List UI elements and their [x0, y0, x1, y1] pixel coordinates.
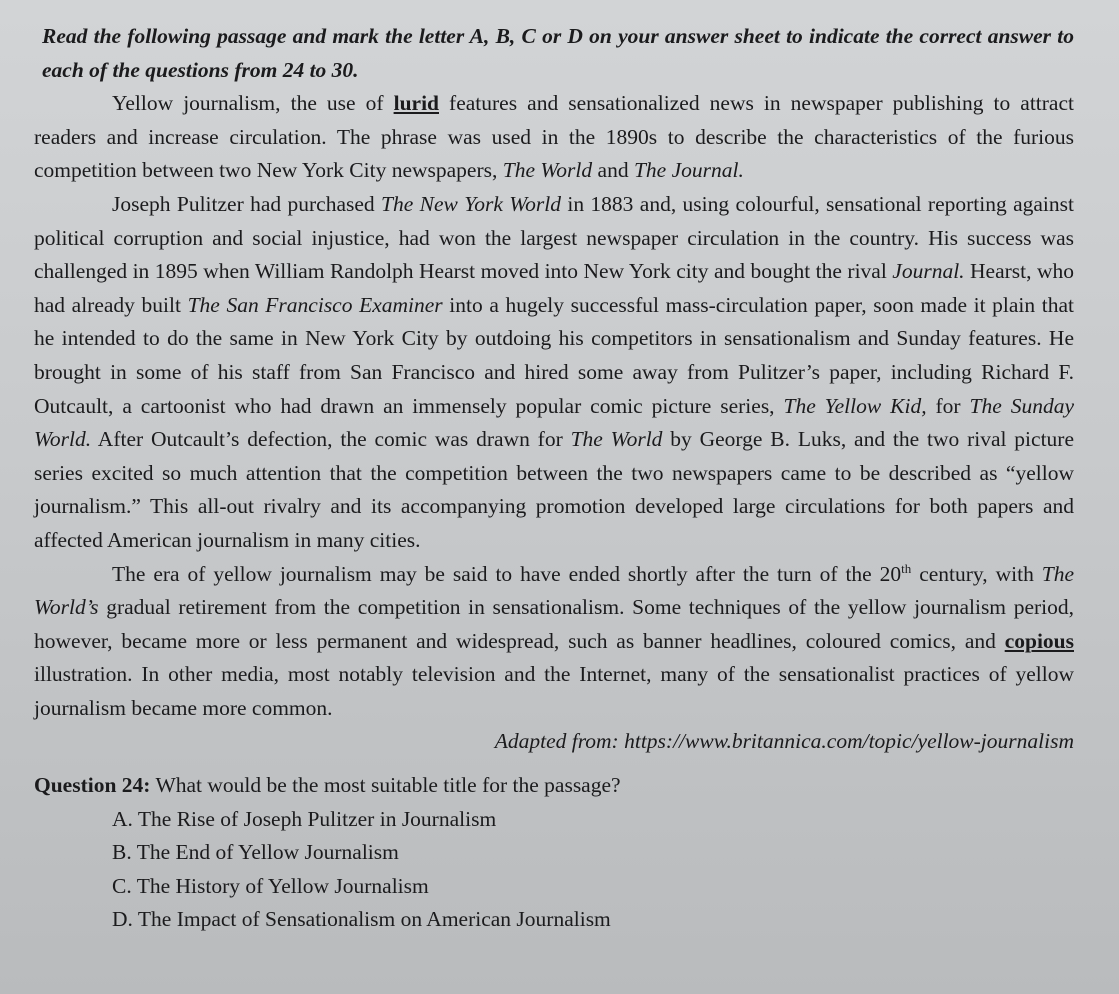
p2-text-g: by George B. Luks, and the two rival picture series excited so much attention that the competition between the two newspapers came to be described as “yellow journalism.” This all-out rivalry and its accompanying promotion developed large circulations for both papers and affected American journalism in many cities.	[34, 427, 1074, 552]
option-d: D. The Impact of Sensationalism on American Journalism	[112, 907, 611, 932]
answer-options	[34, 803, 1074, 937]
p1-text-c: and	[592, 158, 634, 183]
p2-text-a: Joseph Pulitzer had purchased	[112, 191, 382, 216]
question-24	[34, 769, 1074, 803]
p1-text-b: features and sensationalized news in newspaper publishing to attract readers and increase circulation. The phrase was used in the 1890s to describe the characteristics of the furious competition between two New York City newspapers,	[34, 91, 1074, 183]
p2-title-sunday-world: The Sunday World.	[34, 393, 1074, 452]
worksheet-page	[34, 20, 1074, 937]
p2-text-e: for	[926, 393, 970, 418]
p3-text-b: century, with	[911, 561, 1042, 586]
p2-text-f: After Outcault’s defection, the comic was drawn for	[91, 427, 571, 452]
p3-text-d: illustration. In other media, most notably television and the Internet, many of the sensationalist practices of yellow journalism became more common.	[34, 662, 1074, 720]
p2-title-journal: Journal.	[892, 259, 965, 284]
p2-text-d: into a hugely successful mass-circulation paper, soon made it plain that he intended to do the same in New York City by outdoing his competitors in sensationalism and Sunday features. He brought in some of his staff from San Francisco and hired some away from Pulitzer’s paper, including Richard F. Outcault, a cartoonist who had drawn an immensely popular comic picture series,	[34, 292, 1075, 418]
p2-title-sf-examiner: The San Francisco Examiner	[187, 292, 443, 317]
p3-text-c: gradual retirement from the competition in sensationalism. Some techniques of the yellow journalism period, however, became more or less permanent and widespread, such as banner headlines, coloured comics, and	[34, 595, 1074, 653]
p2-title-new-york-world: The New York World	[381, 191, 561, 216]
option-c: C. The History of Yellow Journalism	[112, 873, 429, 898]
p1-title-the-journal: The Journal.	[633, 158, 744, 183]
question-text: What would be the most suitable title for the passage?	[150, 773, 621, 798]
highlighted-word-lurid: lurid	[393, 91, 439, 116]
p2-title-the-world: The World	[570, 427, 663, 452]
p2-text-b: in 1883 and, using colourful, sensational reporting against political corruption and social injustice, had won the largest newspaper circulation in the country. His success was challenged in 1895 when William Randolph Hearst moved into New York city and bought the rival	[34, 191, 1074, 284]
highlighted-word-copious: copious	[1004, 628, 1074, 653]
p2-text-c: Hearst, who had already built	[34, 259, 1074, 317]
p3-title-the-worlds: The World’s	[34, 561, 1074, 620]
passage-paragraph-1	[34, 87, 1074, 188]
option-a: A. The Rise of Joseph Pulitzer in Journalism	[112, 806, 497, 831]
p3-superscript: th	[901, 560, 912, 576]
passage-paragraph-2	[34, 188, 1074, 558]
p2-title-yellow-kid: The Yellow Kid,	[783, 393, 927, 418]
source-citation: Adapted from: https://www.britannica.com/topic/yellow-journalism	[494, 729, 1074, 754]
option-b: B. The End of Yellow Journalism	[112, 840, 399, 865]
question-label: Question 24:	[34, 773, 151, 798]
instructions: Read the following passage and mark the letter A, B, C or D on your answer sheet to indicate the correct answer to each of the questions from 24 to 30.	[42, 24, 1074, 82]
p3-text-a: The era of yellow journalism may be said to have ended shortly after the turn of the 20	[112, 561, 902, 586]
passage-paragraph-3	[34, 558, 1074, 726]
p1-text-a: Yellow journalism, the use of	[112, 91, 394, 116]
p1-title-the-world: The World	[502, 158, 593, 183]
